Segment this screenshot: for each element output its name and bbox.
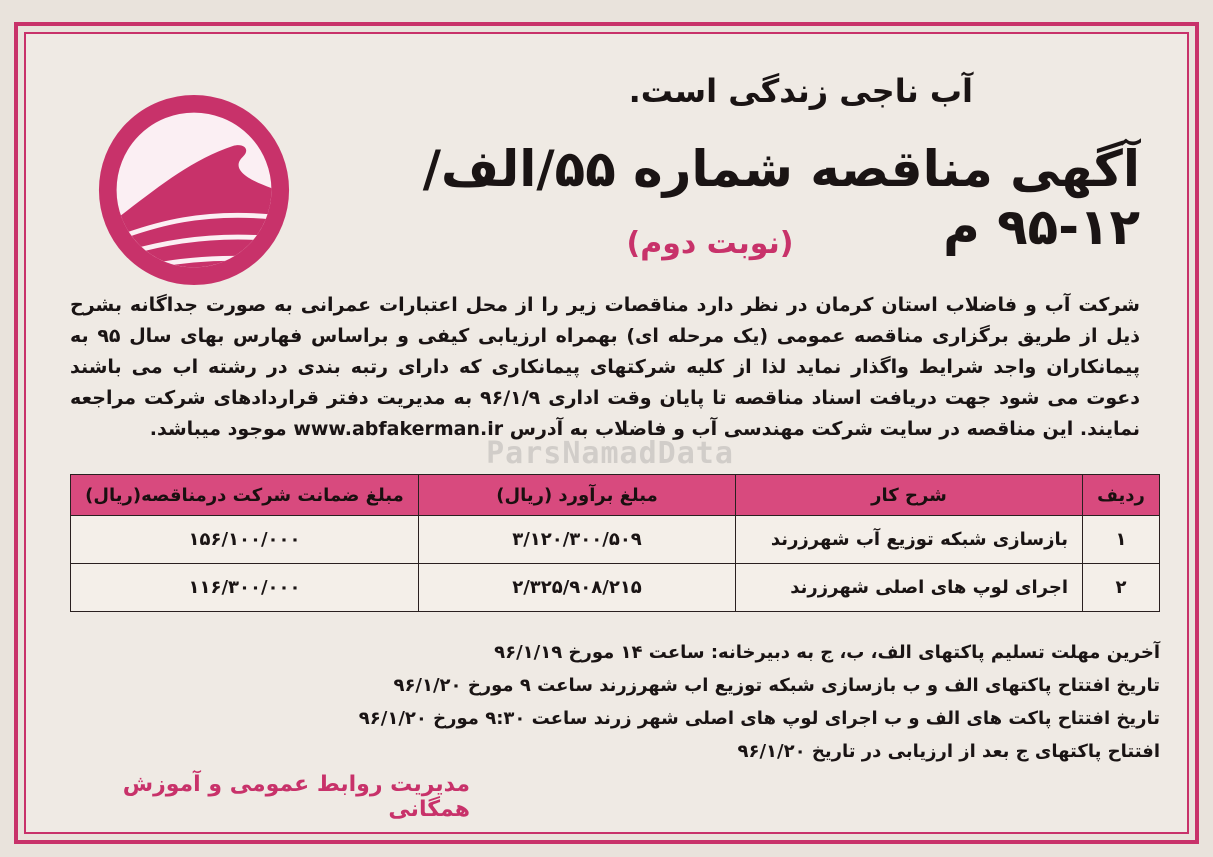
table-row [71,516,1160,564]
row-description: اجرای لوپ های اصلی شهرزرند [736,564,1083,612]
row-number: ۱ [1083,516,1160,564]
table-header-row [71,475,1160,516]
notice-title: آگهی مناقصه شماره ۵۵/الف/۱۲-۹۵ م [422,140,1140,256]
header-description: شرح کار [736,475,1083,516]
row-guarantee: ۱۵۶/۱۰۰/۰۰۰ [71,516,419,564]
header-estimate: مبلغ برآورد (ریال) [419,475,736,516]
row-estimate: ۲/۳۲۵/۹۰۸/۲۱۵ [419,564,736,612]
header-guarantee: مبلغ ضمانت شرکت درمناقصه(ریال) [71,475,419,516]
table-row [71,564,1160,612]
signature: مدیریت روابط عمومی و آموزش همگانی [122,772,470,822]
row-estimate: ۳/۱۲۰/۳۰۰/۵۰۹ [419,516,736,564]
row-guarantee: ۱۱۶/۳۰۰/۰۰۰ [71,564,419,612]
deadline-item: تاریخ افتتاح پاکتهای الف و ب بازسازی شبکه توزیع اب شهرزرند ساعت ۹ مورخ ۹۶/۱/۲۰ [393,675,1160,696]
watermark: ParsNamadData [486,436,734,471]
notice-body [70,290,1140,445]
notice-subtitle: (نوبت دوم) [626,226,794,261]
deadline-item: افتتاح پاکتهای ج بعد از ارزیابی در تاریخ ۹۶/۱/۲۰ [737,741,1160,762]
water-wave-logo-icon [96,92,292,288]
row-description: بازسازی شبکه توزیع آب شهرزرند [736,516,1083,564]
header-row-number: ردیف [1083,475,1160,516]
slogan: آب ناجی زندگی است. [628,72,973,110]
deadline-item: آخرین مهلت تسلیم پاکتهای الف، ب، ج به دبیرخانه: ساعت ۱۴ مورخ ۹۶/۱/۱۹ [494,642,1160,663]
deadline-item: تاریخ افتتاح پاکت های الف و ب اجرای لوپ های اصلی شهر زرند ساعت ۹:۳۰ مورخ ۹۶/۱/۲۰ [358,708,1160,729]
tender-table [70,474,1160,612]
row-number: ۲ [1083,564,1160,612]
deadlines-list [70,636,1160,768]
body-paragraph: شرکت آب و فاضلاب استان کرمان در نظر دارد مناقصات زیر را از محل اعتبارات عمرانی به صورت جداگانه بشرح ذیل از طریق برگزاری مناقصه عمومی (یک مرحله ای) بهمراه ارزیابی کیفی و براساس فهارس بهای سال ۹۵ به پیمانکاران واجد شرایط واگذار نماید لذا از کلیه شرکتهای پیمانکاری که دارای رتبه بندی در رشته اب می باشند دعوت می شود جهت دریافت اسناد مناقصه تا پایان وقت اداری ۹۶/۱/۹ به مدیریت دفتر قراردادهای شرکت مراجعه نمایند. این مناقصه در سایت شرکت مهندسی آب و فاضلاب به آدرس www.abfakerman.ir موجود میباشد. [70,294,1140,440]
